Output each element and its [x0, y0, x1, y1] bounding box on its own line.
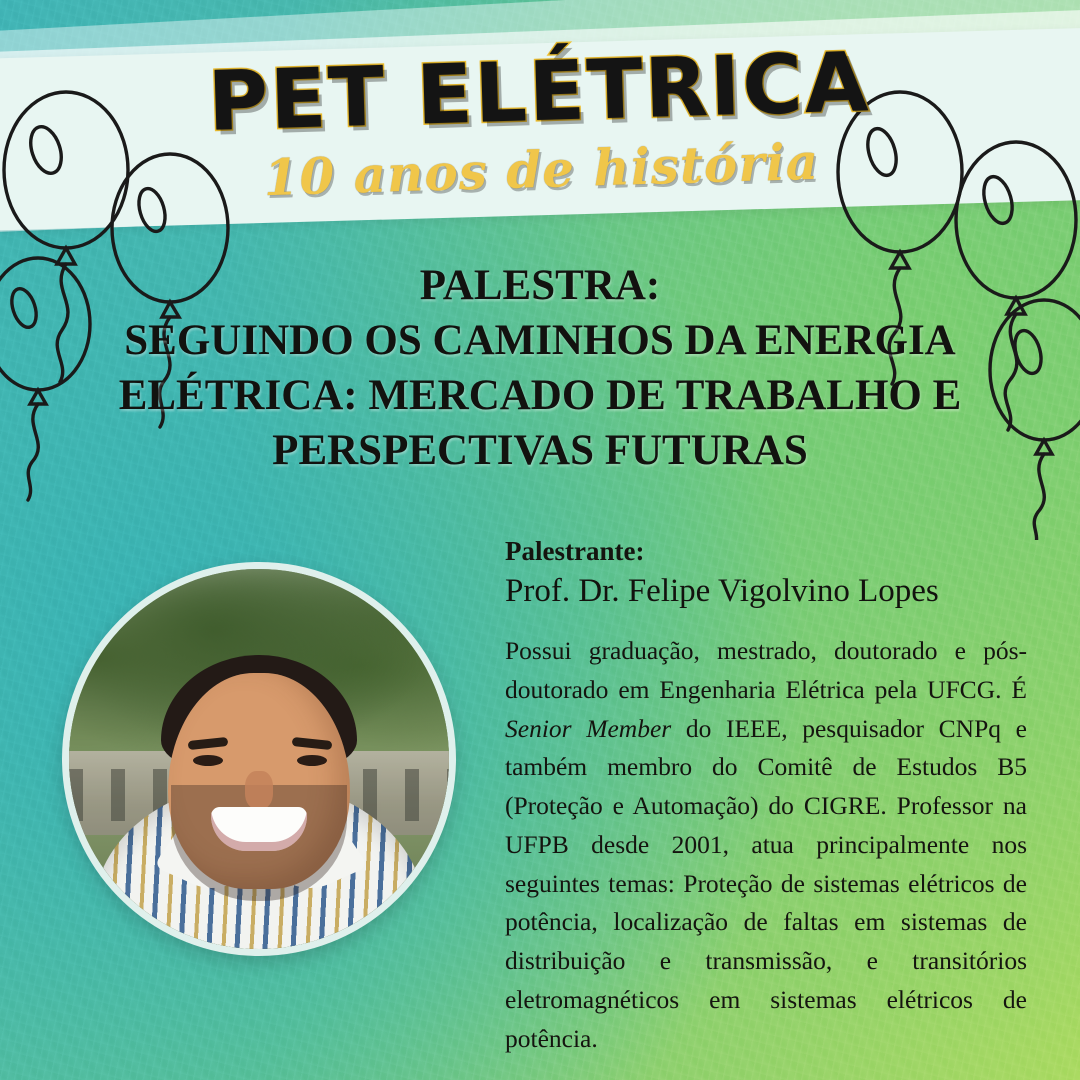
speaker-bio	[505, 632, 1027, 1058]
speaker-photo-illustration	[69, 569, 449, 949]
headline-line-4: PERSPECTIVAS FUTURAS	[272, 427, 808, 475]
headline-line-2: SEGUINDO OS CAMINHOS DA ENERGIA	[124, 317, 956, 365]
poster-subtitle: 10 anos de história	[262, 131, 820, 208]
poster-title: PET ELÉTRICA	[206, 35, 872, 150]
bio-part-2: do IEEE, pesquisador CNPq e também membro do Comitê de Estudos B5 (Proteção e Automação) do CIGRE. Professor na UFPB desde 2001, atua principalmente nos seguintes temas: Proteção de sistemas elétricos de potência, localização de faltas em sistemas de distribuição e transmissão, e transitórios eletromagnéticos em sistemas elétricos de potência.	[505, 713, 1027, 1053]
headline-line-1: PALESTRA:	[419, 262, 661, 309]
bio-emphasis: Senior Member	[505, 713, 672, 743]
headline-line-3: ELÉTRICA: MERCADO DE TRABALHO E	[118, 372, 962, 420]
speaker-name: Prof. Dr. Felipe Vigolvino Lopes	[505, 573, 939, 609]
bio-part-1: Possui graduação, mestrado, doutorado e pós-doutorado em Engenharia Elétrica pela UFCG. É	[505, 636, 1027, 704]
lecture-headline	[60, 258, 1020, 478]
speaker-info	[505, 536, 1027, 1058]
speaker-photo	[62, 562, 456, 956]
speaker-label: Palestrante:	[505, 536, 645, 566]
